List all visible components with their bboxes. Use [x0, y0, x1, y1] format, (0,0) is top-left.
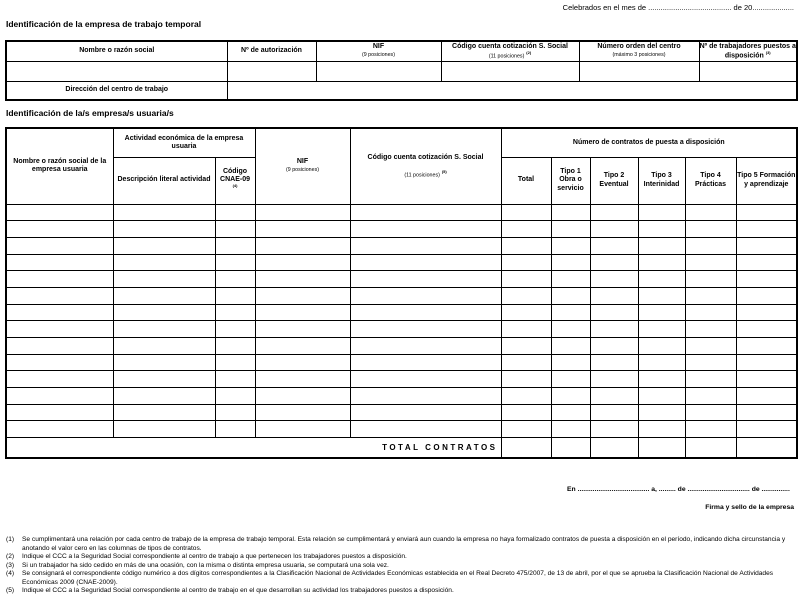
input-cell[interactable]: [113, 404, 215, 421]
input-cell[interactable]: [255, 338, 350, 355]
input-cell[interactable]: [113, 304, 215, 321]
input-cell[interactable]: [551, 271, 590, 288]
input-cell[interactable]: [736, 354, 797, 371]
input-cell[interactable]: [551, 204, 590, 221]
input-cell[interactable]: [6, 271, 113, 288]
input-cell[interactable]: [255, 204, 350, 221]
col-ccc: Código cuenta cotización S. Social (11 posiciones) $^{(2)}$: [441, 41, 579, 61]
input-cell[interactable]: [6, 388, 113, 405]
col-ccc-usuaria: Código cuenta cotización S. Social (11 posiciones) $^{(5)}$: [350, 128, 501, 204]
input-cell[interactable]: [590, 254, 638, 271]
total-cell[interactable]: [638, 438, 685, 458]
input-cell[interactable]: [638, 287, 685, 304]
input-cell[interactable]: [215, 287, 255, 304]
note-text: Se consignará el correspondiente código numérico a dos dígitos correspondientes a la Clasificación Nacional de Actividades Económicas establecida en el Real Decreto 475/2007, de 13 de abril, por el que se aprueba la Clasificación Nacional de Actividades Económicas 2009 (CNAE-2009).: [22, 570, 774, 586]
col-nif-usuaria: NIF (9 posiciones): [255, 128, 350, 204]
input-cell[interactable]: [113, 354, 215, 371]
table-row: [6, 321, 797, 338]
input-cell[interactable]: [551, 304, 590, 321]
input-cell[interactable]: [736, 388, 797, 405]
input-cell[interactable]: [638, 321, 685, 338]
input-cell[interactable]: [551, 404, 590, 421]
total-cell[interactable]: [590, 438, 638, 458]
ett-table: [5, 40, 798, 101]
input-cell[interactable]: [113, 254, 215, 271]
table-row: [6, 404, 797, 421]
input-cell[interactable]: [113, 388, 215, 405]
input-cell[interactable]: [736, 321, 797, 338]
direccion-label: Dirección del centro de trabajo: [6, 81, 227, 100]
input-cell[interactable]: [551, 388, 590, 405]
input-cell[interactable]: [638, 371, 685, 388]
col-nombre-usuaria: Nombre o razón social de la empresa usuaria: [6, 128, 113, 204]
input-num-orden[interactable]: [579, 61, 699, 81]
table-row: [6, 271, 797, 288]
table-row: [6, 237, 797, 254]
note-text: Indique el CCC a la Seguridad Social correspondiente al centro de trabajo en el que desarrollan su actividad los trabajadores puestos a disposición.: [22, 587, 454, 595]
input-cell[interactable]: [255, 388, 350, 405]
input-cell[interactable]: [6, 204, 113, 221]
input-cell[interactable]: [6, 421, 113, 438]
input-cell[interactable]: [685, 221, 736, 238]
input-cell[interactable]: [590, 404, 638, 421]
input-cell[interactable]: [255, 404, 350, 421]
input-cell[interactable]: [685, 271, 736, 288]
input-cell[interactable]: [255, 221, 350, 238]
col-descripcion: Descripción literal actividad: [113, 157, 215, 204]
input-cell[interactable]: [685, 237, 736, 254]
input-cell[interactable]: [113, 321, 215, 338]
input-cell[interactable]: [350, 221, 501, 238]
table-row: [6, 371, 797, 388]
table-row: [6, 287, 797, 304]
note-item: [6, 553, 796, 562]
input-cell[interactable]: [501, 354, 551, 371]
input-cell[interactable]: [215, 321, 255, 338]
input-cell[interactable]: [6, 371, 113, 388]
col-autorizacion: Nº de autorización: [227, 41, 316, 61]
input-cell[interactable]: [350, 371, 501, 388]
note-item: [6, 536, 796, 553]
input-cell[interactable]: [736, 204, 797, 221]
input-cell[interactable]: [6, 254, 113, 271]
input-cell[interactable]: [350, 354, 501, 371]
input-cell[interactable]: [6, 221, 113, 238]
input-cell[interactable]: [501, 254, 551, 271]
note-item: [6, 570, 796, 587]
input-cell[interactable]: [215, 304, 255, 321]
col-tipo-0: Total: [501, 157, 551, 204]
input-cell[interactable]: [113, 237, 215, 254]
input-cell[interactable]: [638, 354, 685, 371]
col-contratos: Número de contratos de puesta a disposición: [501, 128, 797, 157]
col-num-orden: Número orden del centro (máximo 3 posiciones): [579, 41, 699, 61]
input-cell[interactable]: [6, 338, 113, 355]
input-cell[interactable]: [638, 421, 685, 438]
note-text: Si un trabajador ha sido cedido en más de una ocasión, con la misma o distinta empresa usuaria, se computará una sola vez.: [22, 561, 389, 569]
input-cell[interactable]: [350, 237, 501, 254]
table-row: [6, 388, 797, 405]
col-actividad: Actividad económica de la empresa usuaria: [113, 128, 255, 157]
input-cell[interactable]: [350, 287, 501, 304]
input-cell[interactable]: [590, 271, 638, 288]
notes: [6, 536, 796, 596]
input-cell[interactable]: [685, 354, 736, 371]
input-cell[interactable]: [6, 404, 113, 421]
input-cell[interactable]: [113, 371, 215, 388]
input-cell[interactable]: [638, 204, 685, 221]
input-cell[interactable]: [6, 321, 113, 338]
input-cell[interactable]: [255, 371, 350, 388]
input-cell[interactable]: [685, 254, 736, 271]
input-cell[interactable]: [590, 304, 638, 321]
input-cell[interactable]: [736, 404, 797, 421]
total-contratos-label: TOTAL CONTRATOS: [6, 438, 501, 458]
input-cell[interactable]: [736, 338, 797, 355]
input-cell[interactable]: [685, 388, 736, 405]
table-row: [6, 354, 797, 371]
section1-title: Identificación de la empresa de trabajo temporal: [6, 19, 202, 29]
col-nif: NIF (9 posiciones): [316, 41, 441, 61]
input-cell[interactable]: [685, 321, 736, 338]
input-cell[interactable]: [501, 338, 551, 355]
input-cell[interactable]: [501, 204, 551, 221]
input-cell[interactable]: [590, 388, 638, 405]
input-cell[interactable]: [736, 221, 797, 238]
input-cell[interactable]: [590, 204, 638, 221]
input-cell[interactable]: [736, 254, 797, 271]
input-cell[interactable]: [350, 338, 501, 355]
input-cell[interactable]: [113, 271, 215, 288]
input-cell[interactable]: [6, 354, 113, 371]
input-cell[interactable]: [113, 338, 215, 355]
col-trabajadores: Nº de trabajadores puestos a disposición $^{(3)}$: [699, 41, 797, 61]
col-tipo-2: Tipo 2 Eventual: [590, 157, 638, 204]
input-cell[interactable]: [638, 221, 685, 238]
input-cell[interactable]: [215, 204, 255, 221]
note-number: (1): [6, 536, 15, 543]
input-cell[interactable]: [501, 421, 551, 438]
input-autorizacion[interactable]: [227, 61, 316, 81]
table-row: [6, 304, 797, 321]
input-cell[interactable]: [350, 404, 501, 421]
note-item: [6, 562, 796, 571]
input-cell[interactable]: [736, 371, 797, 388]
table-row: [6, 254, 797, 271]
input-cell[interactable]: [6, 237, 113, 254]
input-cell[interactable]: [638, 271, 685, 288]
input-cell[interactable]: [638, 237, 685, 254]
input-cell[interactable]: [113, 221, 215, 238]
section2-title: Identificación de la/s empresa/s usuaria/s: [6, 108, 174, 118]
celebrados-line: Celebrados en el mes de ........................................ de 20....................: [562, 3, 794, 12]
total-cell[interactable]: [551, 438, 590, 458]
input-cell[interactable]: [350, 421, 501, 438]
table-row: [6, 338, 797, 355]
input-cell[interactable]: [590, 421, 638, 438]
input-cell[interactable]: [501, 221, 551, 238]
input-cell[interactable]: [255, 271, 350, 288]
input-cell[interactable]: [215, 221, 255, 238]
input-cell[interactable]: [551, 221, 590, 238]
input-nombre[interactable]: [6, 61, 227, 81]
input-cell[interactable]: [215, 271, 255, 288]
input-cell[interactable]: [215, 338, 255, 355]
input-cell[interactable]: [685, 421, 736, 438]
input-cell[interactable]: [501, 321, 551, 338]
note-number: (4): [6, 570, 15, 578]
input-cell[interactable]: [590, 321, 638, 338]
input-cell[interactable]: [590, 371, 638, 388]
input-cell[interactable]: [215, 254, 255, 271]
input-cell[interactable]: [6, 304, 113, 321]
input-cell[interactable]: [501, 388, 551, 405]
input-cell[interactable]: [215, 371, 255, 388]
total-cell[interactable]: [501, 438, 551, 458]
input-cell[interactable]: [685, 287, 736, 304]
col-tipo-5: Tipo 5 Formación y aprendizaje: [736, 157, 797, 204]
col-tipo-4: Tipo 4 Prácticas: [685, 157, 736, 204]
input-cell[interactable]: [736, 287, 797, 304]
note-text: Se cumplimentará una relación por cada centro de trabajo de la empresa de trabajo temporal. Esta relación se cumplimentará y enviará aun cuando la empresa no haya formalizado contratos de puesta a disposición en el período, indicando dicha circunstancia y anotando el valor cero en las columnas de tipos de contratos.: [22, 536, 786, 552]
note-number: (3): [6, 561, 15, 569]
input-cell[interactable]: [215, 421, 255, 438]
input-trabajadores[interactable]: [699, 61, 797, 81]
input-cell[interactable]: [255, 321, 350, 338]
input-direccion[interactable]: [227, 81, 797, 100]
total-cell[interactable]: [685, 438, 736, 458]
input-cell[interactable]: [638, 254, 685, 271]
input-cell[interactable]: [685, 338, 736, 355]
input-cell[interactable]: [215, 388, 255, 405]
input-nif[interactable]: [316, 61, 441, 81]
input-cell[interactable]: [350, 204, 501, 221]
input-cell[interactable]: [685, 404, 736, 421]
input-cell[interactable]: [113, 204, 215, 221]
col-nombre: Nombre o razón social: [6, 41, 227, 61]
input-cell[interactable]: [638, 388, 685, 405]
total-cell[interactable]: [736, 438, 797, 458]
note-text: Indique el CCC a la Seguridad Social correspondiente al centro de trabajo a que pertenecen los trabajadores puestos a disposición.: [22, 553, 407, 561]
input-cell[interactable]: [551, 254, 590, 271]
input-cell[interactable]: [113, 287, 215, 304]
input-cell[interactable]: [551, 371, 590, 388]
table-row: [6, 221, 797, 238]
lugar-fecha-line: En ...................................... a, ......... de ................................. de ...............: [567, 486, 790, 493]
input-cell[interactable]: [215, 237, 255, 254]
input-cell[interactable]: [255, 237, 350, 254]
input-cell[interactable]: [685, 304, 736, 321]
usuaria-table: [5, 127, 798, 459]
input-cell[interactable]: [551, 237, 590, 254]
input-cell[interactable]: [590, 354, 638, 371]
input-cell[interactable]: [255, 354, 350, 371]
input-cell[interactable]: [215, 404, 255, 421]
input-cell[interactable]: [255, 287, 350, 304]
input-cell[interactable]: [551, 287, 590, 304]
input-cell[interactable]: [551, 421, 590, 438]
col-tipo-3: Tipo 3 Interinidad: [638, 157, 685, 204]
input-cell[interactable]: [350, 304, 501, 321]
input-cell[interactable]: [350, 254, 501, 271]
input-cell[interactable]: [551, 354, 590, 371]
input-cell[interactable]: [255, 304, 350, 321]
input-cell[interactable]: [685, 204, 736, 221]
input-cell[interactable]: [350, 321, 501, 338]
input-cell[interactable]: [501, 271, 551, 288]
input-cell[interactable]: [255, 421, 350, 438]
col-codigo-cnae: Código CNAE-09 $^{(4)}$: [215, 157, 255, 204]
col-tipo-1: Tipo 1 Obra o servicio: [551, 157, 590, 204]
input-cell[interactable]: [501, 371, 551, 388]
firma-label: Firma y sello de la empresa: [705, 504, 794, 511]
table-row: [6, 421, 797, 438]
input-cell[interactable]: [638, 338, 685, 355]
input-cell[interactable]: [638, 404, 685, 421]
input-cell[interactable]: [736, 421, 797, 438]
input-cell[interactable]: [501, 237, 551, 254]
note-number: (5): [6, 587, 15, 595]
note-item: [6, 587, 796, 596]
input-cell[interactable]: [501, 304, 551, 321]
input-cell[interactable]: [350, 271, 501, 288]
input-cell[interactable]: [685, 371, 736, 388]
input-cell[interactable]: [736, 237, 797, 254]
input-cell[interactable]: [590, 338, 638, 355]
input-cell[interactable]: [113, 421, 215, 438]
table-row: [6, 204, 797, 221]
input-cell[interactable]: [350, 388, 501, 405]
input-cell[interactable]: [590, 287, 638, 304]
input-cell[interactable]: [501, 404, 551, 421]
note-number: (2): [6, 553, 15, 561]
input-cell[interactable]: [501, 287, 551, 304]
input-cell[interactable]: [551, 338, 590, 355]
input-cell[interactable]: [590, 221, 638, 238]
input-cell[interactable]: [551, 321, 590, 338]
input-cell[interactable]: [736, 271, 797, 288]
input-cell[interactable]: [638, 304, 685, 321]
input-cell[interactable]: [6, 287, 113, 304]
input-cell[interactable]: [255, 254, 350, 271]
input-ccc[interactable]: [441, 61, 579, 81]
input-cell[interactable]: [215, 354, 255, 371]
input-cell[interactable]: [736, 304, 797, 321]
input-cell[interactable]: [590, 237, 638, 254]
